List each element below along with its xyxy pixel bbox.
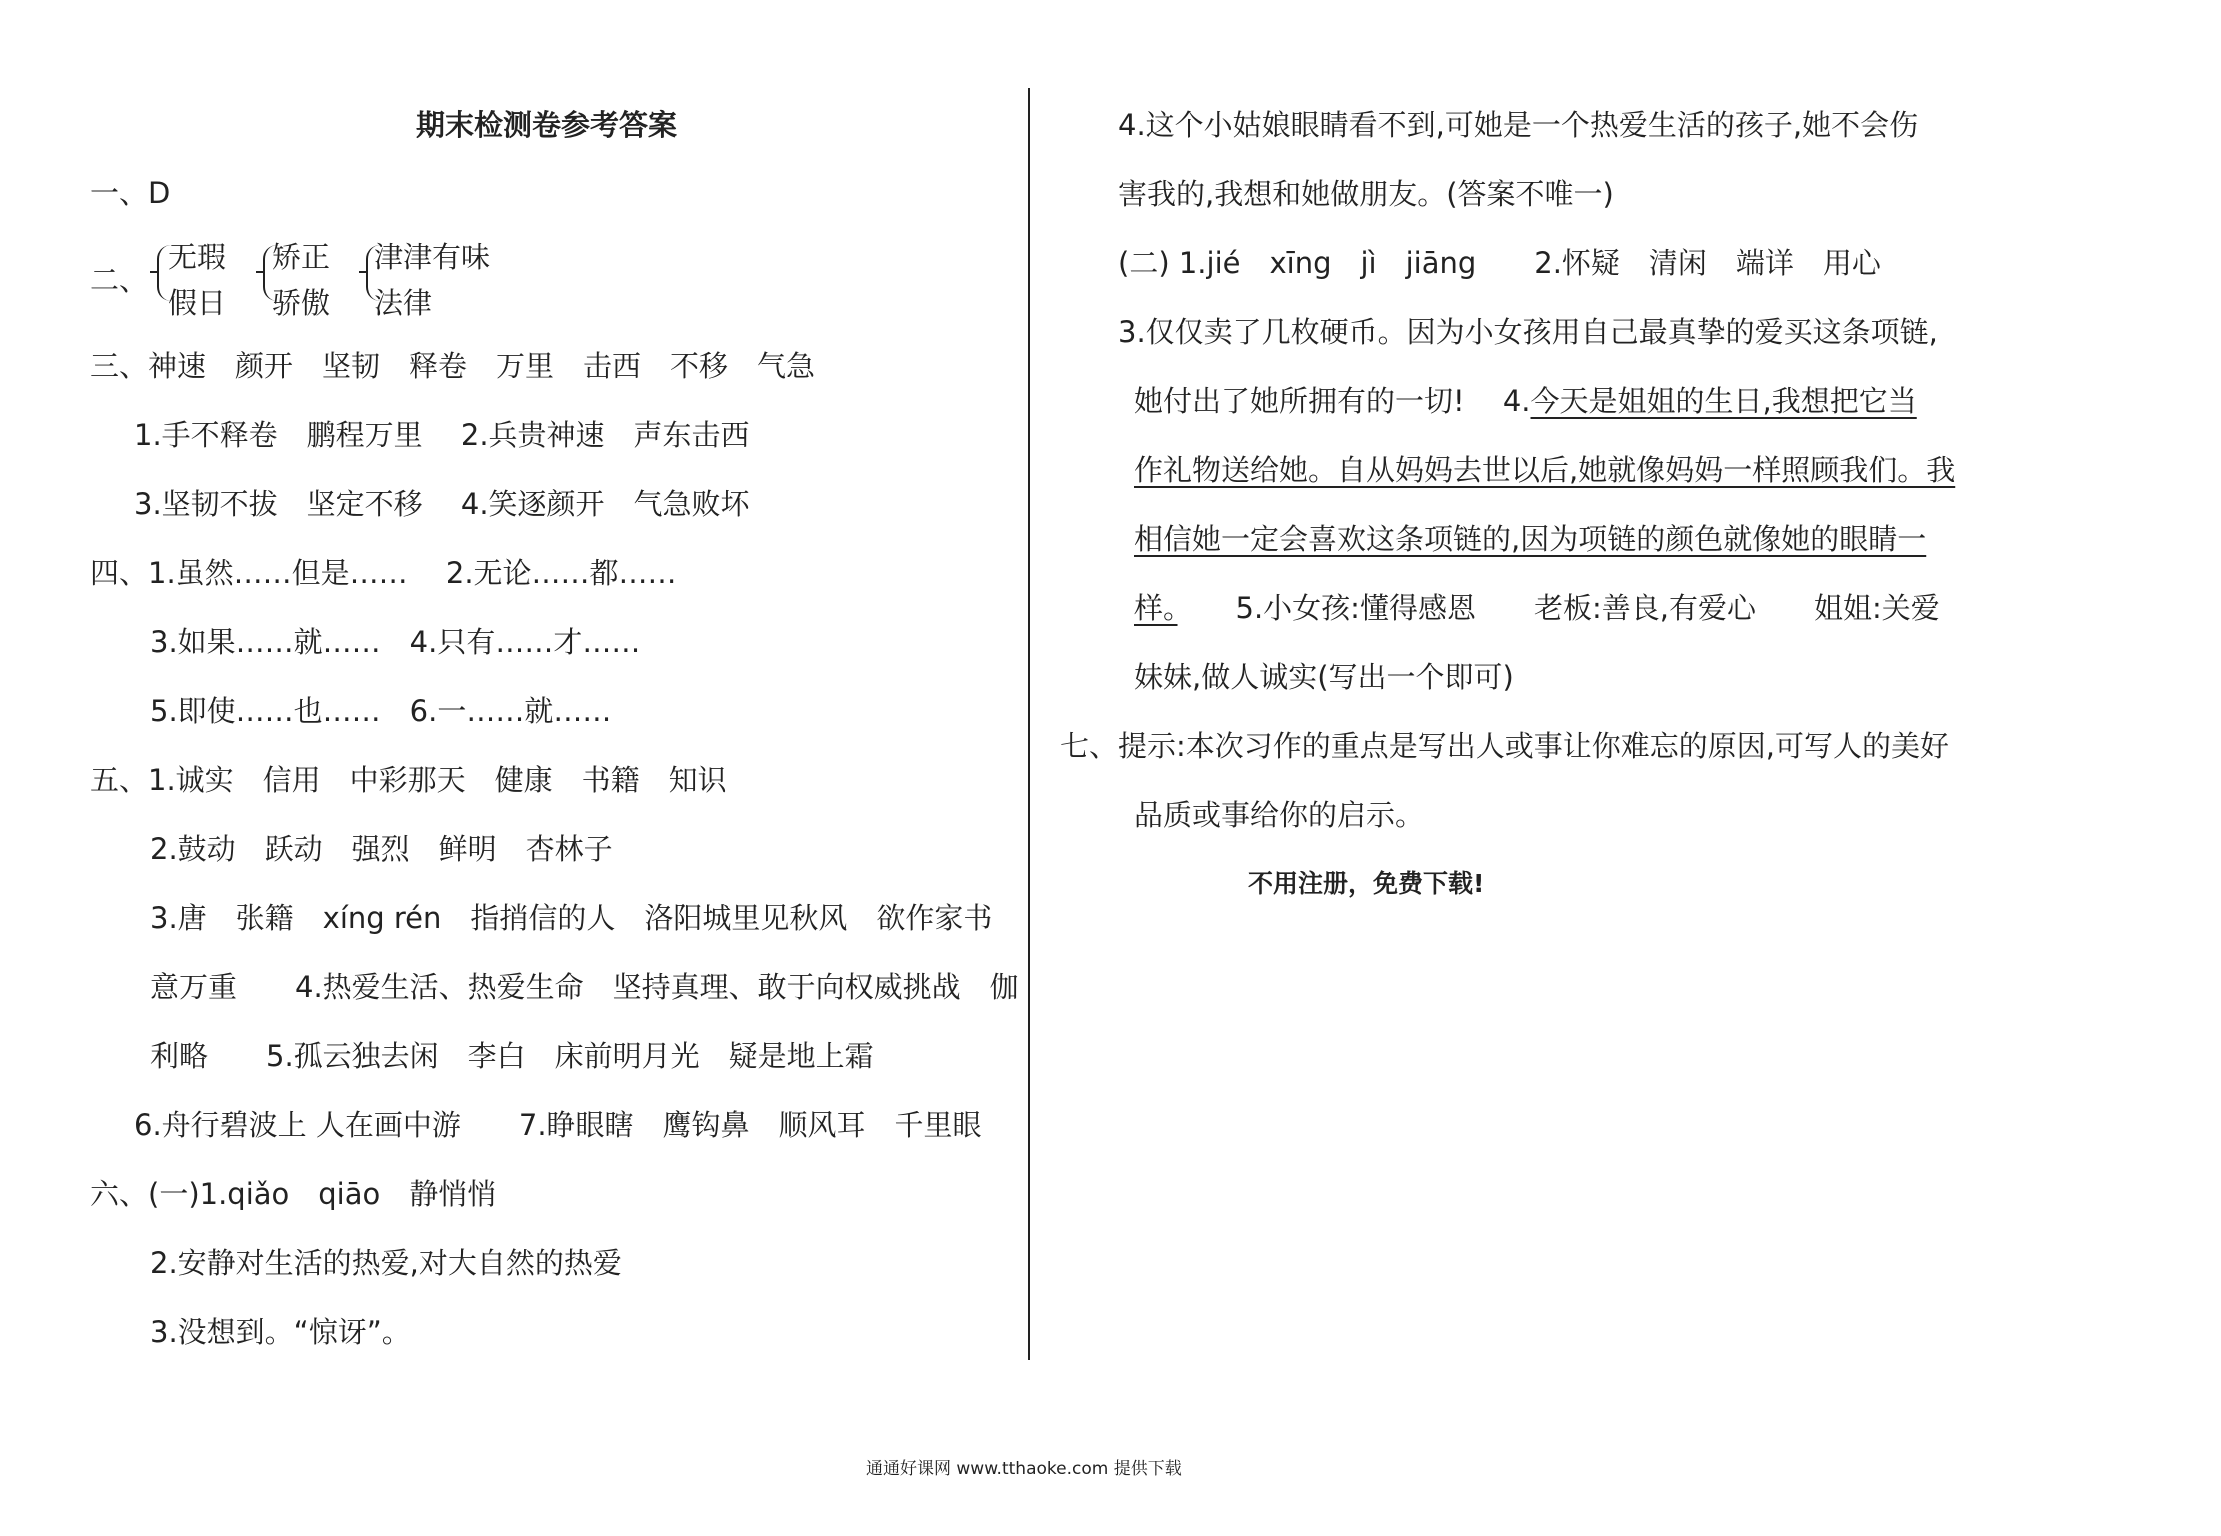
section-6-line: 3.没想到。“惊讶”。 [150,1315,411,1349]
section-7-line: 七、提示:本次习作的重点是写出人或事让你难忘的原因,可写人的美好 [1060,729,1949,763]
section-5-line: 6.舟行碧波上 人在画中游 7.睁眼瞎 鹰钩鼻 顺风耳 千里眼 [134,1108,982,1142]
right-line: 4.这个小姑娘眼睛看不到,可她是一个热爱生活的孩子,她不会伤 [1118,108,1919,142]
s2-g3-top: 津津有味 [374,240,491,274]
right-line: (二) 1.jié xīng jì jiāng 2.怀疑 清闲 端详 用心 [1118,246,1881,280]
underlined-answer: 样。 [1134,591,1178,625]
section-5-line: 3.唐 张籍 xíng rén 指捎信的人 洛阳城里见秋风 欲作家书 [150,901,993,935]
right-line [1134,588,1940,628]
section-4-line: 5.即使……也…… 6.一……就…… [150,694,612,728]
right-line-text: 5.小女孩:懂得感恩 老板:善良,有爱心 姐姐:关爱 [1177,591,1940,625]
section-5-line: 2.鼓动 跃动 强烈 鲜明 杏林子 [150,832,613,866]
section-5-line: 利略 5.孤云独去闲 李白 床前明月光 疑是地上霜 [150,1039,874,1073]
s2-g3-bottom: 法律 [374,286,433,320]
section-5-line: 意万重 4.热爱生活、热爱生命 坚持真理、敢于向权威挑战 伽 [150,970,1019,1004]
right-line [1134,381,1917,421]
promo-text: 不用注册，免费下载! [1248,869,1485,898]
right-line-text: 她付出了她所拥有的一切! 4. [1134,384,1531,418]
underlined-answer: 今天是姐姐的生日,我想把它当 [1530,384,1917,418]
column-divider [1028,88,1030,1360]
footer-source: 通通好课网 www.tthaoke.com 提供下载 [866,1459,1182,1479]
s2-g1-top: 无瑕 [168,240,227,274]
s2-g2-top: 矫正 [272,240,331,274]
underlined-answer: 作礼物送给她。自从妈妈去世以后,她就像妈妈一样照顾我们。我 [1134,453,1956,487]
underlined-answer: 相信她一定会喜欢这条项链的,因为项链的颜色就像她的眼睛一 [1134,522,1927,556]
s2-g2-bottom: 骄傲 [272,286,331,320]
right-line: 害我的,我想和她做朋友。(答案不唯一) [1118,177,1614,211]
section-7-line: 品质或事给你的启示。 [1134,798,1425,832]
right-line: 3.仅仅卖了几枚硬币。因为小女孩用自己最真挚的爱买这条项链, [1118,315,1938,349]
s2-g1-bottom: 假日 [168,286,227,320]
section-4-line: 3.如果……就…… 4.只有……才…… [150,625,641,659]
section-5-line: 五、1.诚实 信用 中彩那天 健康 书籍 知识 [90,763,727,797]
section-6-line: 六、(一)1.qiǎo qiāo 静悄悄 [90,1177,497,1211]
section-4-line: 四、1.虽然……但是…… 2.无论……都…… [90,556,677,590]
section-2-label: 二、 [90,263,149,297]
page-title: 期末检测卷参考答案 [416,108,678,142]
section-3-line: 3.坚韧不拔 坚定不移 4.笑逐颜开 气急败坏 [134,487,750,521]
section-1-answer: 一、D [90,176,171,210]
right-line: 妹妹,做人诚实(写出一个即可) [1134,660,1514,694]
section-3-line: 1.手不释卷 鹏程万里 2.兵贵神速 声东击西 [134,418,750,452]
section-6-line: 2.安静对生活的热爱,对大自然的热爱 [150,1246,622,1280]
section-3-line: 三、神速 颜开 坚韧 释卷 万里 击西 不移 气急 [90,349,816,383]
